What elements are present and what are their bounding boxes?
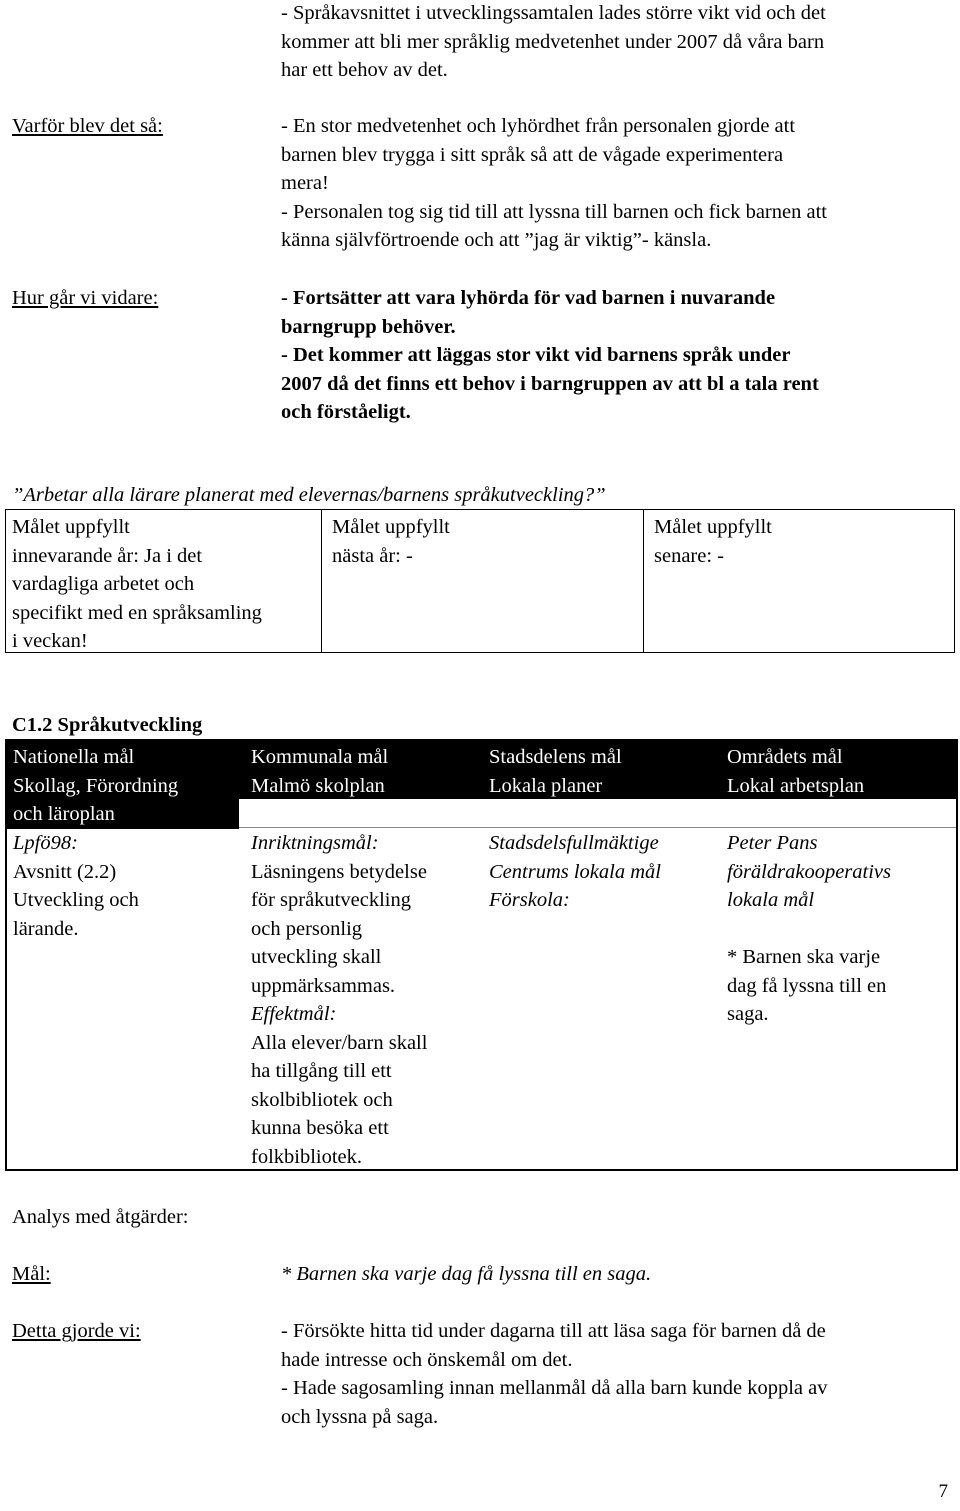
question-text: ”Arbetar alla lärare planerat med elevernas/barnens språkutveckling?” [12,484,606,506]
text-line: skolbibliotek och [251,1088,393,1111]
text-line: * Barnen ska varje [727,946,881,968]
text-line: - Språkavsnittet i utvecklingssamtalen lades större vikt vid och det [281,2,826,24]
text-line: Målet uppfyllt [12,516,130,538]
done-label: Detta gjorde vi: [12,1320,141,1342]
header-municipal [251,743,388,800]
text-line: lokala mål [727,889,815,911]
text-line: Utveckling och [13,889,139,911]
text-line: Målet uppfyllt [332,516,450,538]
text-line: Centrums lokala mål [489,860,661,883]
text-line: Stadsdelsfullmäktige [489,832,659,854]
text-line: - Fortsätter att vara lyhörda för vad barnen i nuvarande [281,287,776,309]
done-paragraph [281,1317,828,1431]
text-line: och personlig [251,917,363,940]
goal-cell-next-year [322,510,644,652]
text-line: Peter Pans [727,832,818,854]
header-national [13,743,178,829]
intro-paragraph [281,0,826,85]
text-line: - Personalen tog sig tid till att lyssna till barnen och fick barnen att [281,200,827,223]
why-label: Varför blev det så: [12,115,163,137]
text-line: senare: - [654,544,724,567]
text-line: och läroplan [13,803,115,825]
text-line: och förståeligt. [281,401,411,423]
goal-table [5,509,955,653]
header-district [489,743,622,800]
goals-table [5,739,958,1171]
text-line: uppmärksammas. [251,974,396,997]
text-line: nästa år: - [332,544,413,567]
text-line: Alla elever/barn skall [251,1031,428,1054]
text-line: Effektmål: [251,1003,337,1025]
text-line: Lpfö98: [13,832,78,854]
text-line: Inriktningsmål: [251,832,379,854]
text-line: 2007 då det finns ett behov i barngruppen av att bl a tala rent [281,372,819,395]
text-line: Områdets mål [727,746,843,768]
text-line: folkbibliotek. [251,1145,363,1168]
text-line: i veckan! [12,630,88,652]
text-line: Lokala planer [489,774,603,797]
text-line: mera! [281,172,329,194]
text-line: Förskola: [489,889,570,911]
why-paragraph [281,112,827,255]
body-area [727,829,891,1029]
next-paragraph [281,284,819,427]
spacer [727,915,891,944]
text-line: barngrupp behöver. [281,315,456,338]
text-line: innevarande år: Ja i det [12,544,203,567]
text-line: Lokal arbetsplan [727,774,865,797]
text-line: - En stor medvetenhet och lyhördhet från personalen gjorde att [281,115,796,137]
text-line: har ett behov av det. [281,59,448,81]
text-line: vardagliga arbetet och [12,573,195,595]
page-number: 7 [938,1481,948,1502]
text-line: dag få lyssna till en [727,974,887,997]
text-line: saga. [727,1003,769,1025]
text-line: Läsningens betydelse [251,860,427,883]
section-title: C1.2 Språkutveckling [12,714,203,736]
text-line: kommer att bli mer språklig medvetenhet under 2007 då våra barn [281,30,825,53]
divider [239,827,956,828]
text-line: Målet uppfyllt [654,516,772,538]
goal-text: * Barnen ska varje dag få lyssna till en saga. [281,1263,652,1285]
text-line: Stadsdelens mål [489,746,622,768]
text-line: för språkutveckling [251,889,411,911]
body-national [13,829,139,943]
text-line: föräldrakooperativs [727,860,891,883]
body-municipal [251,829,427,1171]
text-line: lärande. [13,917,79,940]
goal-cell-later [644,510,954,652]
text-line: kunna besöka ett [251,1117,389,1139]
goal-label: Mål: [12,1263,51,1285]
text-line: barnen blev trygga i sitt språk så att de vågade experimentera [281,143,784,166]
text-line: Nationella mål [13,746,135,768]
text-line: och lyssna på saga. [281,1405,439,1428]
text-line: känna självförtroende och att ”jag är viktig”- känsla. [281,229,712,251]
next-label: Hur går vi vidare: [12,287,159,309]
text-line: Skollag, Förordning [13,774,179,797]
text-line: Malmö skolplan [251,774,385,797]
header-area [727,743,864,800]
text-line: - Hade sagosamling innan mellanmål då alla barn kunde koppla av [281,1377,828,1399]
text-line: - Försökte hitta tid under dagarna till att läsa saga för barnen då de [281,1320,826,1342]
text-line: Avsnitt (2.2) [13,860,117,883]
analysis-heading: Analys med åtgärder: [12,1206,189,1228]
goal-cell-current-year [6,510,322,652]
text-line: utveckling skall [251,946,382,968]
body-district [489,829,661,915]
text-line: hade intresse och önskemål om det. [281,1348,573,1371]
text-line: - Det kommer att läggas stor vikt vid barnens språk under [281,344,791,366]
text-line: Kommunala mål [251,746,389,768]
text-line: specifikt med en språksamling [12,601,262,624]
text-line: ha tillgång till ett [251,1060,392,1082]
